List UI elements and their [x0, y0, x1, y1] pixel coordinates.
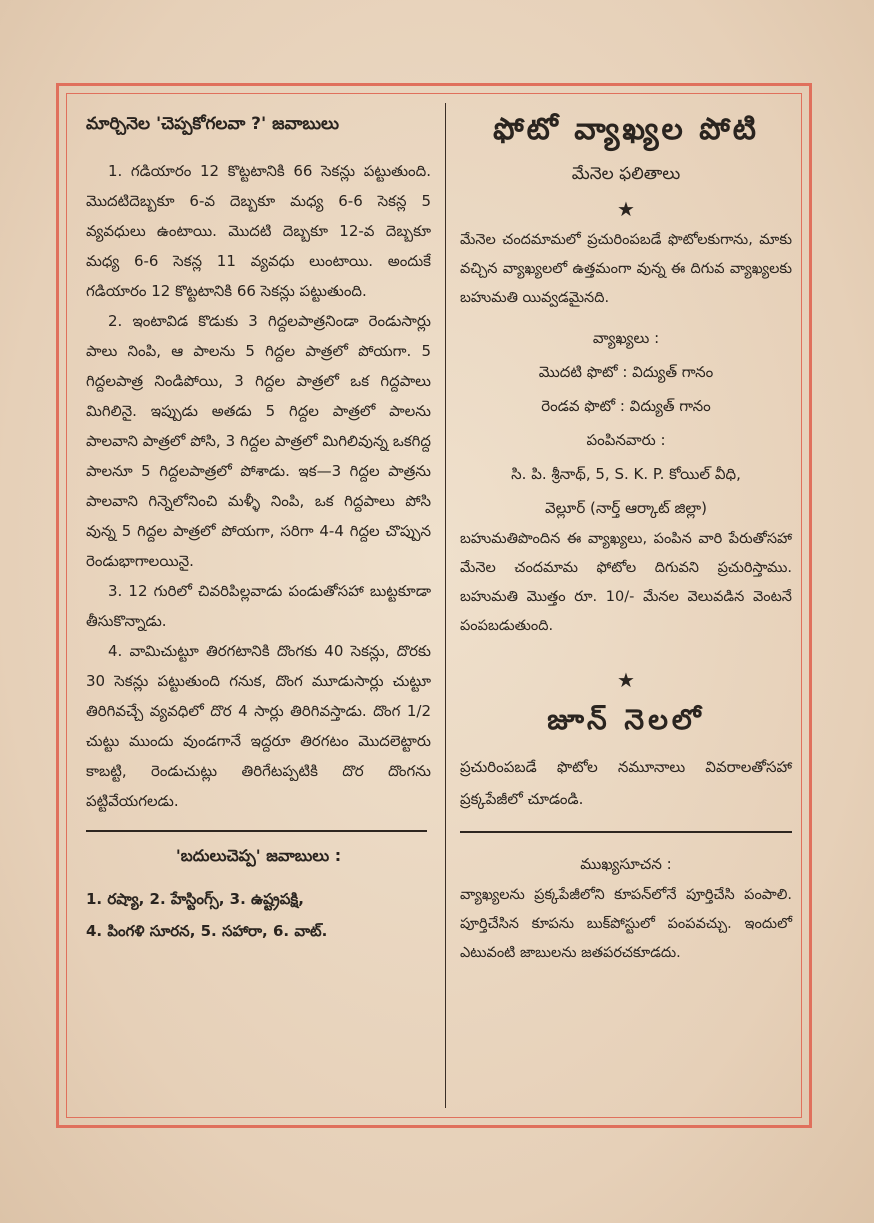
june-heading: జూన్ నెలలో — [547, 703, 705, 736]
quiz-answers-title: 'బదులుచెప్ప' జవాబులు : — [175, 846, 342, 865]
comments-label: వ్యాఖ్యలు : — [592, 329, 660, 347]
contest-title: ఫోటో వ్యాఖ్యల పోటి — [493, 112, 759, 147]
results-subtitle: మేనెల ఫలితాలు — [571, 164, 681, 184]
results-intro: మేనెల చందమామలో ప్రచురింపబడే ఫొటోలకుగాను, మాకు వచ్చిన వ్యాఖ్యలలో ఉత్తమంగా వున్న ఈ దిగువ వ్యాఖ్యలకు బహుమతి యివ్వడమైనది. — [460, 232, 792, 306]
important-note-label: ముఖ్యసూచన : — [580, 855, 672, 873]
right-column — [460, 108, 792, 968]
june-details: ప్రచురింపబడే ఫొటోల నమూనాలు వివరాలతోసహా ప్రక్కపేజీలో చూడండి. — [460, 758, 792, 808]
sender-address-line-1: సి. పి. శ్రీనాథ్, 5, S. K. P. కోయిల్ వీధి, — [511, 465, 741, 483]
section-rule — [86, 830, 427, 832]
answer-1: 1. గడియారం 12 కొట్టటానికి 66 సెకన్లు పట్టుతుంది. మొదటిదెబ్బకూ 6-వ దెబ్బకూ మధ్య 6-6 సెకన్ల 5 వ్యవధులు ఉంటాయి. మొదటి దెబ్బకూ 12-వ దెబ్బకూ మధ్య 6-6 సెకన్ల 11 వ్యవధు లుంటాయి. అందుకే గడియారం 12 కొట్టటానికి 66 సెకన్లు పట్టుతుంది. — [86, 162, 431, 300]
important-note-text: వ్యాఖ్యలను ప్రక్కపేజీలోని కూపన్‌లోనే పూర్తిచేసి పంపాలి. పూర్తిచేసిన కూపను బుక్‌పోస్టులో పంపవచ్చు. ఇందులో ఎటువంటి జాబులను జతపరచకూడదు. — [460, 887, 792, 961]
photo-1-comment: మొదటి ఫొటో : విద్యుత్ గానం — [538, 363, 714, 381]
section-rule — [460, 831, 792, 833]
star-icon: ★ — [617, 197, 635, 221]
sender-address-line-2: వెల్లూర్ (నార్త్ ఆర్కాట్ జిల్లా) — [545, 499, 707, 517]
prize-details: బహుమతిపొందిన ఈ వ్యాఖ్యలు, పంపిన వారి పేరుతోసహా మేనెల చందమామ ఫోటోల దిగువని ప్రచురిస్తాము. బహుమతి మొత్తం రూ. 10/- మేనల వెలువడిన వెంటనే పంపబడుతుంది. — [460, 531, 792, 634]
star-icon: ★ — [617, 668, 635, 692]
quiz-answers-line-2: 4. పింగళి సూరన, 5. సహారా, 6. వాట్. — [86, 922, 328, 940]
answer-4: 4. వామిచుట్టూ తిరగటానికి దొంగకు 40 సెకన్లు, దొరకు 30 సెకన్లు పట్టుతుంది గనుక, దొంగ మూడుసార్లు చుట్టూ తిరిగివచ్చే వ్యవధిలో దొర 4 సార్లు తిరిగివస్తాడు. దొంగ 1/2 చుట్టు ముందు వుండగానే ఇద్దరూ తిరగటం మొదలెట్టారు కాబట్టి, రెండుచుట్లు తిరిగేటప్పటికి దొర దొంగను పట్టివేయగలడు. — [86, 642, 431, 810]
answer-2: 2. ఇంటావిడ కొడుకు 3 గిద్దలపాత్రనిండా రెండుసార్లు పాలు నింపి, ఆ పాలను 5 గిద్దల పాత్రలో పోయగా. 5 గిద్దలపాత్ర నిండిపోయి, 3 గిద్దల పాత్రలో ఒక గిద్దపాలు మిగిలినై. ఇప్పుడు అతడు 5 గిద్దల పాత్రలో పాలను పాలవాని పాత్రలో పోసి, 3 గిద్దల పాత్రలో మిగిలివున్న ఒకగిద్ద పాలనూ 5 గిద్దలపాత్రలో పోశాడు. ఇక—3 గిద్దల పాత్రను పాలవాని గిన్నెలోనించి మళ్ళీ నింపి, ఒక గిద్దపాలు పోసి వున్న 5 గిద్దల పాత్రలో పోయగా, సరిగా 4-4 గిద్దల చొప్పున రెండుభాగాలయినై. — [86, 312, 431, 570]
answer-3: 3. 12 గురిలో చివరిపిల్లవాడు పండుతోసహా బుట్టకూడా తీసుకొన్నాడు. — [86, 582, 431, 630]
column-divider — [445, 103, 446, 1108]
photo-2-comment: రెండవ ఫొటో : విద్యుత్ గానం — [541, 397, 711, 415]
quiz-answers-line-1: 1. రష్యా, 2. హేస్టింగ్స్, 3. ఉష్ట్రపక్షి, — [86, 890, 304, 908]
sender-label: పంపినవారు : — [586, 431, 666, 449]
left-column — [86, 108, 431, 947]
answers-heading: మార్చినెల 'చెప్పకోగలవా ?' జవాబులు — [86, 114, 339, 134]
